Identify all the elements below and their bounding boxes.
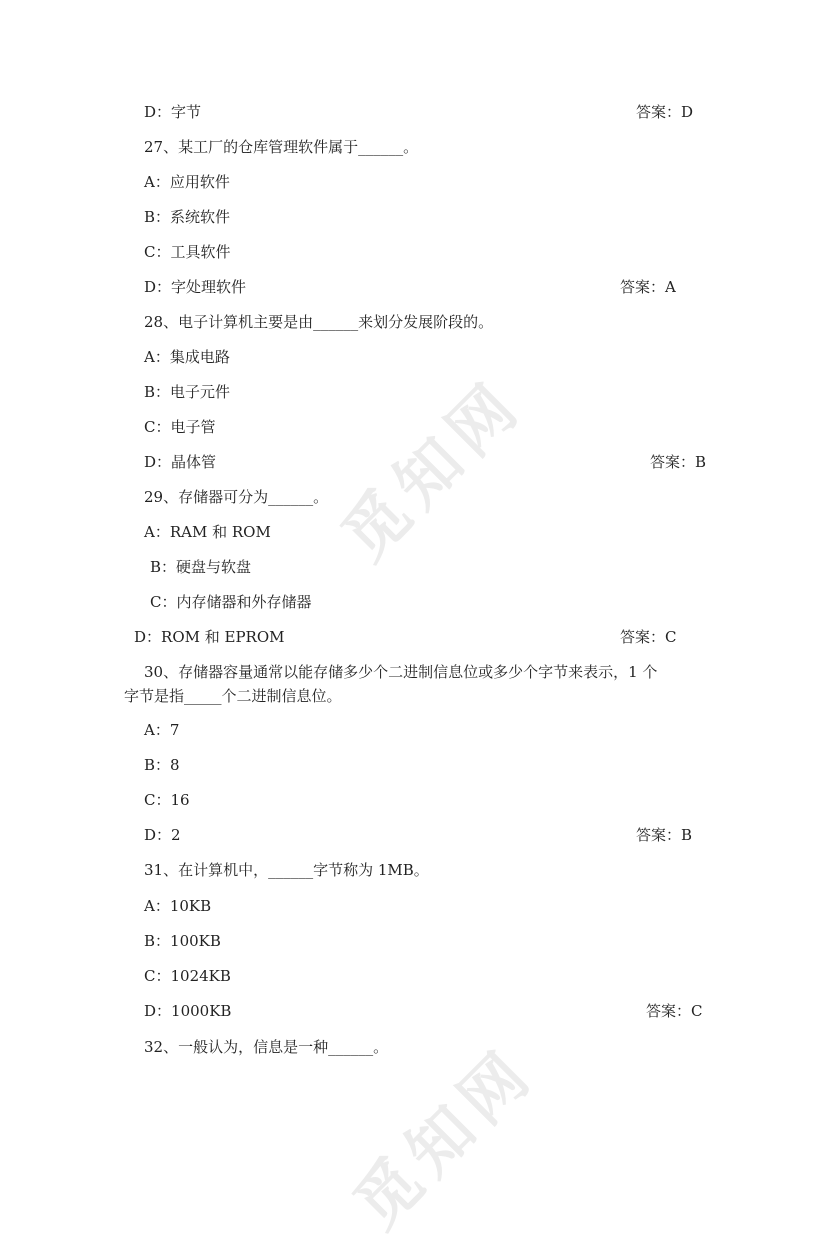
answer-q27: 答案：A [620, 278, 676, 296]
option-a-q27: A：应用软件 [144, 173, 230, 191]
question-28: 28、电子计算机主要是由______来划分发展阶段的。 [144, 313, 494, 331]
answer-q26: 答案：D [636, 103, 694, 121]
option-d-q26: D：字节 [144, 103, 202, 121]
option-b-q30: B：8 [144, 756, 180, 774]
question-29: 29、存储器可分为______。 [144, 488, 329, 506]
answer-q28: 答案：B [650, 453, 707, 471]
option-b-q28: B：电子元件 [144, 383, 231, 401]
question-31: 31、在计算机中，______字节称为 1MB。 [144, 861, 429, 879]
option-c-q28: C：电子管 [144, 418, 216, 436]
option-b-q29: B：硬盘与软盘 [150, 558, 252, 576]
option-d-q27: D：字处理软件 [144, 278, 247, 296]
option-d-q30: D：2 [144, 826, 181, 844]
watermark: 觅知网 [328, 365, 538, 575]
option-c-q29: C：内存储器和外存储器 [150, 593, 312, 611]
option-a-q30: A：7 [144, 721, 180, 739]
answer-q31: 答案：C [646, 1002, 703, 1020]
question-32: 32、一般认为，信息是一种______。 [144, 1038, 389, 1056]
watermark: 觅知网 [340, 1033, 550, 1243]
question-27: 27、某工厂的仓库管理软件属于______。 [144, 138, 419, 156]
option-b-q27: B：系统软件 [144, 208, 231, 226]
option-c-q27: C：工具软件 [144, 243, 231, 261]
option-d-q31: D：1000KB [144, 1002, 232, 1020]
question-30-line2: 字节是指_____个二进制信息位。 [124, 687, 342, 705]
option-a-q31: A：10KB [144, 897, 212, 915]
answer-q29: 答案：C [620, 628, 677, 646]
option-c-q30: C：16 [144, 791, 190, 809]
answer-q30: 答案：B [636, 826, 693, 844]
option-d-q29: D：ROM 和 EPROM [134, 628, 285, 646]
question-30-line1: 30、存储器容量通常以能存储多少个二进制信息位或多少个字节来表示，1 个 [144, 663, 658, 681]
option-a-q28: A：集成电路 [144, 348, 230, 366]
option-d-q28: D：晶体管 [144, 453, 217, 471]
option-a-q29: A：RAM 和 ROM [144, 523, 271, 541]
option-b-q31: B：100KB [144, 932, 221, 950]
option-c-q31: C：1024KB [144, 967, 231, 985]
